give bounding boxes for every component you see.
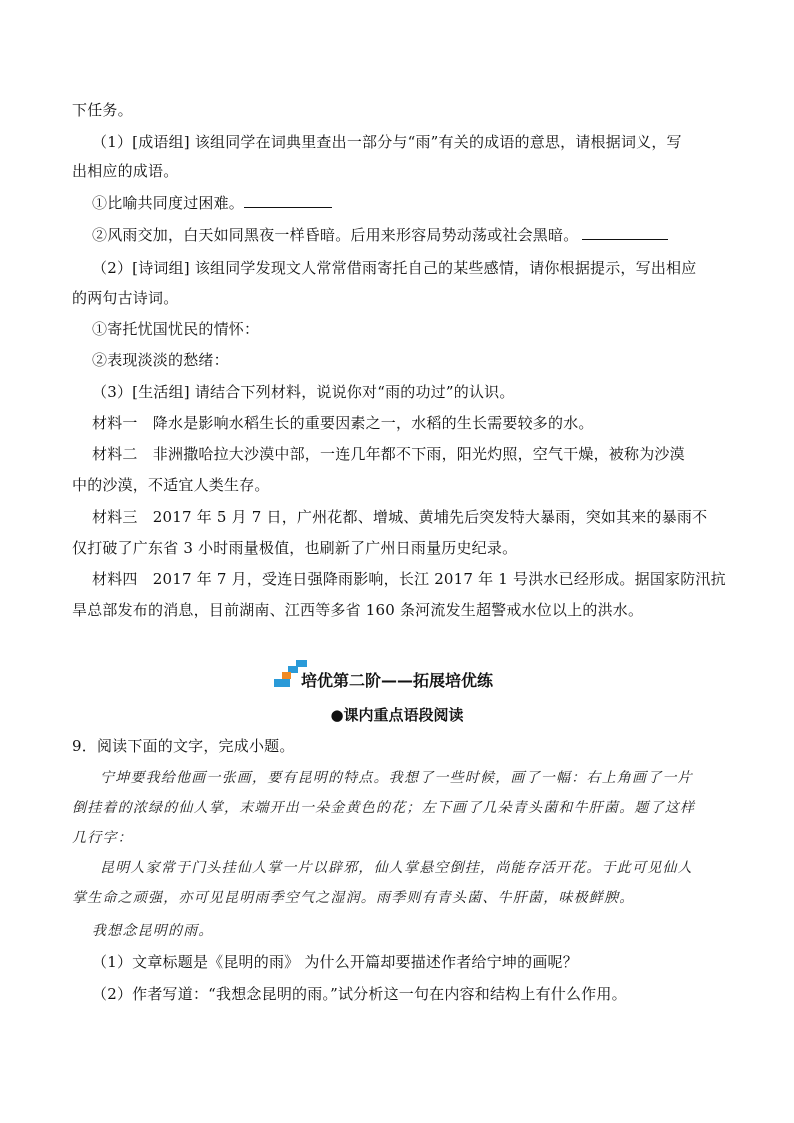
passage-line: 掌生命之顽强，亦可见昆明雨季空气之湿润。雨季则有青头菌、牛肝菌，味极鲜腴。 <box>72 890 635 906</box>
section-title: 培优第二阶——拓展培优练 <box>300 671 493 690</box>
passage-line: 我想念昆明的雨。 <box>92 923 214 939</box>
question-part-3: （3）[生活组] 请结合下列材料，说说你对“雨的功过”的认识。 <box>92 383 515 401</box>
poem-item-1: ①寄托忧国忧民的情怀： <box>92 320 260 338</box>
answer-blank[interactable] <box>582 225 668 240</box>
material-1: 材料一 降水是影响水稻生长的重要因素之一，水稻的生长需要较多的水。 <box>92 414 594 432</box>
passage-line: 昆明人家常于门头挂仙人掌一片以辟邪，仙人掌悬空倒挂，尚能存活开花。于此可见仙人 <box>100 860 693 876</box>
idiom-item-2-text: ②风雨交加，白天如同黑夜一样昏暗。后用来形容局势动荡或社会黑暗。 <box>92 226 579 244</box>
passage-line: 倒挂着的浓绿的仙人掌，末端开出一朵金黄色的花；左下画了几朵青头菌和牛肝菌。题了这样 <box>72 800 696 816</box>
section-subtitle: ●课内重点语段阅读 <box>330 706 464 724</box>
question-part-2: （2）[诗词组] 该组同学发现文人常常借雨寄托自己的某些感情，请你根据提示，写出相应 <box>92 259 697 277</box>
material-4: 材料四 2017 年 7 月，受连日强降雨影响，长江 2017 年 1 号洪水已经形成。据国家防汛抗 <box>92 570 726 588</box>
idiom-item-1-text: ①比喻共同度过困难。 <box>92 194 245 212</box>
material-2-cont: 中的沙漠，不适宜人类生存。 <box>72 476 270 494</box>
material-3-cont: 仅打破了广东省 3 小时雨量极值，也刷新了广州日雨量历史纪录。 <box>72 539 518 557</box>
text-line: 下任务。 <box>72 101 133 119</box>
sub-question-2: （2）作者写道：“我想念昆明的雨。”试分析这一句在内容和结构上有什么作用。 <box>92 985 627 1003</box>
poem-item-2: ②表现淡淡的愁绪： <box>92 351 229 369</box>
material-2: 材料二 非洲撒哈拉大沙漠中部，一连几年都不下雨，阳光灼照，空气干燥，被称为沙漠 <box>92 445 685 463</box>
question-stem: 9．阅读下面的文字，完成小题。 <box>72 737 295 755</box>
idiom-item-2 <box>92 225 668 245</box>
idiom-item-1 <box>92 193 332 213</box>
passage-line: 几行字： <box>72 830 133 846</box>
question-part-1: （1）[成语组] 该组同学在词典里查出一部分与“雨”有关的成语的意思，请根据词义，写 <box>92 133 682 151</box>
answer-blank[interactable] <box>244 193 332 208</box>
passage-line: 宁坤要我给他画一张画，要有昆明的特点。我想了一些时候，画了一幅：右上角画了一片 <box>100 770 693 786</box>
sub-question-1: （1）文章标题是《昆明的雨》 为什么开篇却要描述作者给宁坤的画呢？ <box>92 953 578 971</box>
material-4-cont: 旱总部发布的消息，目前湖南、江西等多省 160 条河流发生超警戒水位以上的洪水。 <box>72 601 644 619</box>
text-line: 出相应的成语。 <box>72 162 179 180</box>
material-3: 材料三 2017 年 5 月 7 日，广州花都、增城、黄埔先后突发特大暴雨，突如其来的暴雨不 <box>92 508 708 526</box>
text-line: 的两句古诗词。 <box>72 289 179 307</box>
